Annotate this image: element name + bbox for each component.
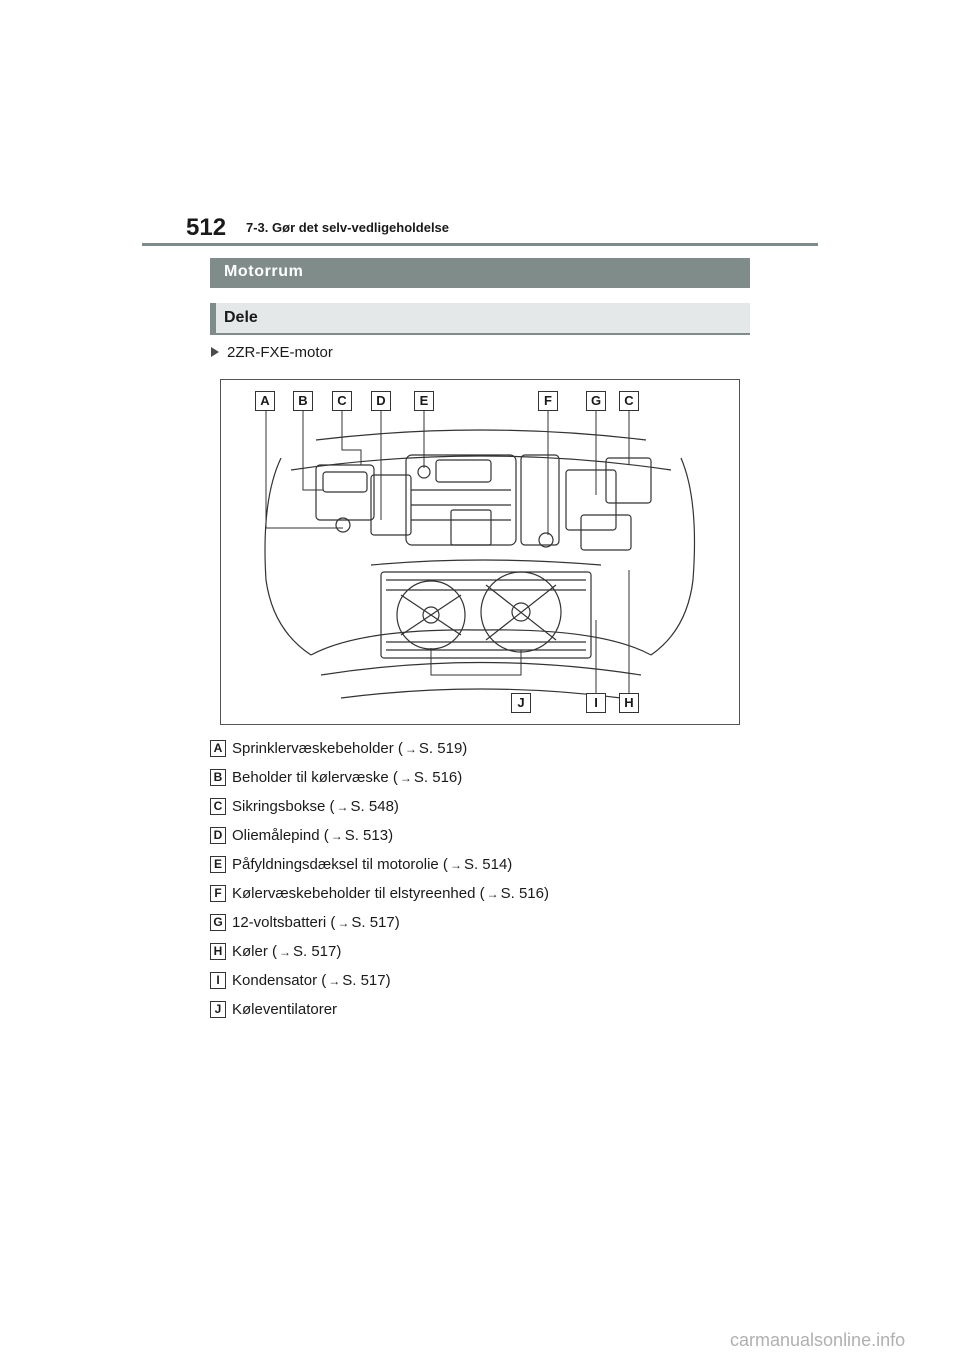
arrow-right-icon: → <box>330 828 343 843</box>
page-reference: S. 517) <box>351 914 400 931</box>
chapter-title: 7-3. Gør det selv-vedligeholdelse <box>246 220 450 235</box>
page-reference: S. 516) <box>413 769 463 786</box>
section-title: Motorrum <box>210 258 750 288</box>
list-item <box>210 937 549 966</box>
arrow-right-icon: → <box>449 857 462 872</box>
page-reference: S. 514) <box>463 856 513 873</box>
page-reference: S. 513) <box>344 827 394 844</box>
callout-j: J <box>511 693 531 713</box>
part-text: Køler ( <box>232 943 277 960</box>
engine-variant <box>211 344 333 361</box>
part-letter-badge: E <box>210 856 226 873</box>
part-text: 12-voltsbatteri ( <box>232 914 336 931</box>
subsection-title: Dele <box>210 303 750 335</box>
page-reference: S. 517) <box>293 943 342 960</box>
arrow-right-icon: → <box>486 886 499 901</box>
part-letter-badge: H <box>210 943 226 960</box>
callout-b: B <box>293 391 313 411</box>
part-text: Sikringsbokse ( <box>232 798 335 815</box>
list-item <box>210 734 549 763</box>
parts-list <box>210 734 549 1024</box>
engine-bay-drawing <box>221 380 739 724</box>
list-item <box>210 879 549 908</box>
part-text: Sprinklervæskebeholder ( <box>232 740 403 757</box>
part-letter-badge: J <box>210 1001 226 1018</box>
part-text: Kondensator ( <box>232 972 327 989</box>
part-text: Beholder til kølervæske ( <box>232 769 398 786</box>
part-text: Oliemålepind ( <box>232 827 329 844</box>
page-reference: S. 516) <box>500 885 549 902</box>
page-reference: S. 519) <box>418 740 468 757</box>
part-letter-badge: F <box>210 885 226 902</box>
callout-d: D <box>371 391 391 411</box>
header-divider <box>142 243 818 246</box>
watermark: carmanualsonline.info <box>730 1330 906 1350</box>
part-letter-badge: G <box>210 914 226 931</box>
part-letter-badge: A <box>210 740 226 757</box>
page-number: 512 <box>186 214 227 241</box>
triangle-bullet-icon <box>211 347 219 357</box>
page-reference: S. 517) <box>342 972 391 989</box>
list-item <box>210 763 549 792</box>
arrow-right-icon: → <box>404 741 417 756</box>
list-item <box>210 850 549 879</box>
callout-f: F <box>538 391 558 411</box>
list-item <box>210 821 549 850</box>
list-item <box>210 966 549 995</box>
part-letter-badge: B <box>210 769 226 786</box>
arrow-right-icon: → <box>279 944 291 959</box>
callout-g: G <box>586 391 606 411</box>
list-item <box>210 995 549 1024</box>
callout-e: E <box>414 391 434 411</box>
arrow-right-icon: → <box>336 799 349 814</box>
callout-c: C <box>332 391 352 411</box>
list-item <box>210 792 549 821</box>
arrow-right-icon: → <box>328 973 341 988</box>
engine-variant-label: 2ZR-FXE-motor <box>227 344 333 361</box>
list-item <box>210 908 549 937</box>
part-text: Kølervæskebeholder til elstyreenhed ( <box>232 885 485 902</box>
part-text: Køleventilatorer <box>232 1001 338 1018</box>
part-letter-badge: C <box>210 798 226 815</box>
callout-i: I <box>586 693 606 713</box>
page-reference: S. 548) <box>350 798 399 815</box>
callout-h: H <box>619 693 639 713</box>
part-letter-badge: I <box>210 972 226 989</box>
arrow-right-icon: → <box>337 915 350 930</box>
callout-a: A <box>255 391 275 411</box>
callout-c-right: C <box>619 391 639 411</box>
engine-bay-illustration <box>220 379 740 725</box>
part-text: Påfyldningsdæksel til motorolie ( <box>232 856 448 873</box>
arrow-right-icon: → <box>399 770 412 785</box>
part-letter-badge: D <box>210 827 226 844</box>
